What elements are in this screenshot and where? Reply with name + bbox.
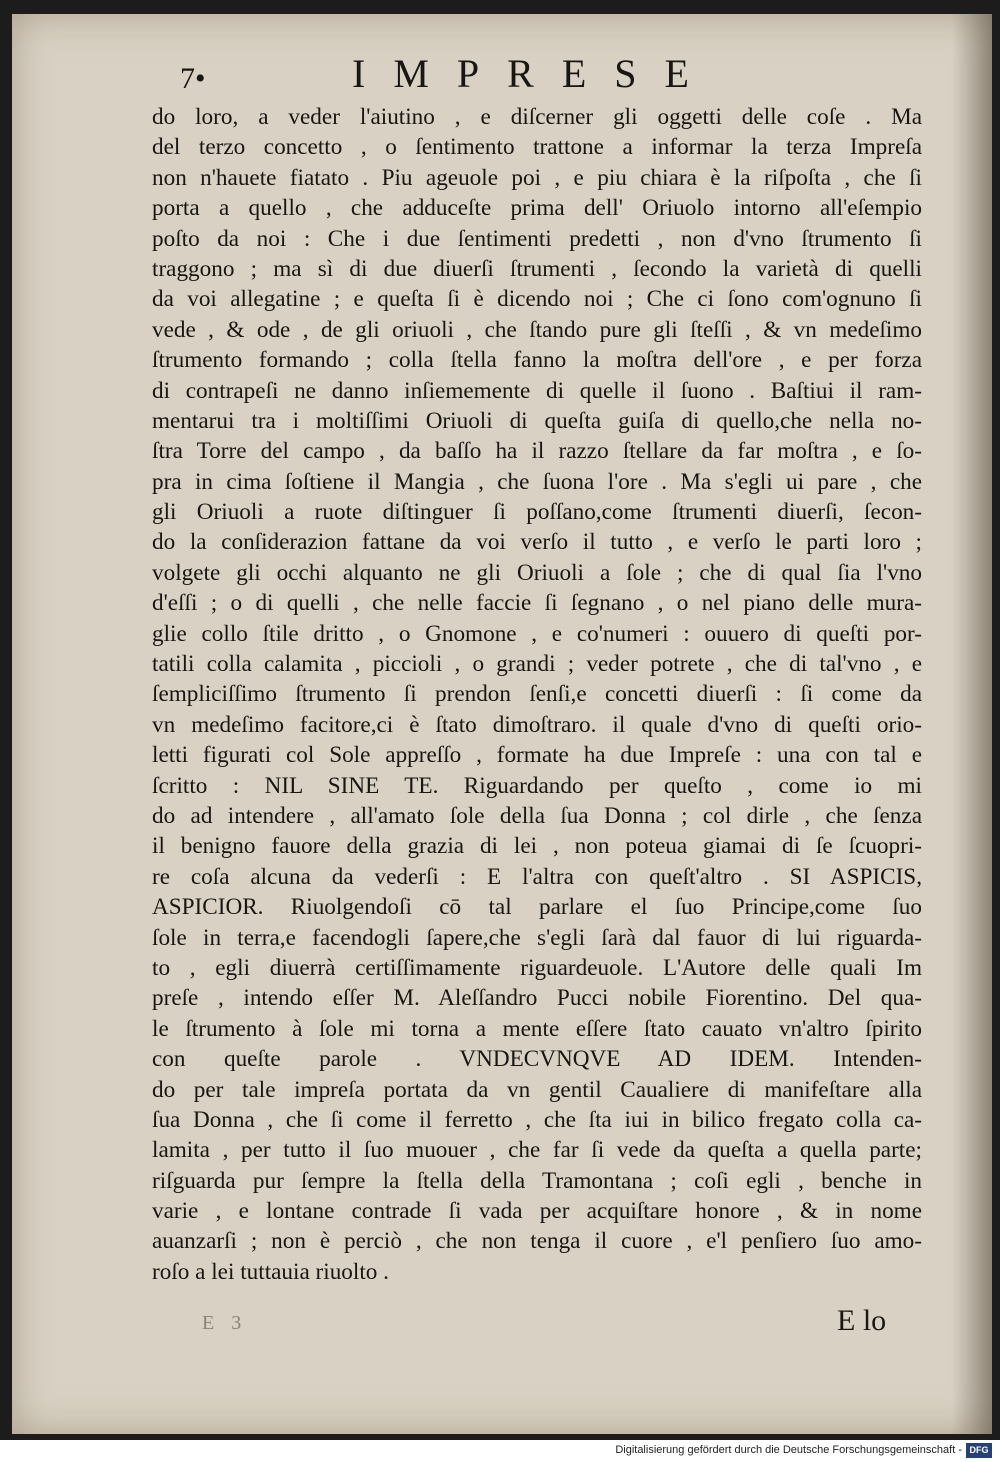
text-line: poſto da noi : Che i due ſentimenti predetti , non d'vno ſtrumento ſi — [152, 225, 922, 252]
text-line: do per tale impreſa portata da vn gentil Caualiere di manifeſtare alla — [152, 1076, 922, 1103]
credit-bar — [0, 1440, 1000, 1462]
text-line: con queſte parole . VNDECVNQVE AD IDEM. Intenden- — [152, 1046, 922, 1073]
text-line: gli Oriuoli a ruote diſtinguer ſi poſſano,come ſtrumenti diuerſi, ſecon- — [152, 499, 922, 526]
text-line: traggono ; ma sì di due diuerſi ſtrumenti , ſecondo la varietà di quelli — [152, 255, 922, 282]
text-line: non n'hauete fiatato . Piu ageuole poi , e piu chiara è la riſpoſta , che ſi — [152, 164, 922, 191]
text-line: vn medeſimo facitore,ci è ſtato dimoſtraro. il quale d'vno di queſti orio- — [152, 711, 922, 738]
text-line: ſtrumento formando ; colla ſtella fanno la moſtra dell'ore , e per forza — [152, 347, 922, 374]
page-header — [12, 42, 992, 96]
text-line: glie collo ſtile dritto , o Gnomone , e co'numeri : ouuero di queſti por- — [152, 620, 922, 647]
dfg-logo: DFG — [966, 1443, 992, 1458]
text-line: ſtra Torre del campo , da baſſo ha il razzo ſtellare da far moſtra , e ſo- — [152, 438, 922, 465]
text-line: re coſa alcuna da vederſi : E l'altra con queſt'altro . SI ASPICIS, — [152, 863, 922, 890]
text-line: roſo a lei tuttauia riuolto . — [152, 1258, 389, 1285]
text-line: del terzo concetto , o ſentimento trattone a informar la terza Impreſa — [152, 134, 922, 161]
text-line: ſole in terra,e facendogli ſapere,che s'egli ſarà dal fauor di lui riguarda- — [152, 924, 922, 951]
text-line: da voi allegatine ; e queſta ſi è dicendo noi ; Che ci ſono com'ognuno ſi — [152, 286, 922, 313]
text-line: do la conſiderazion fattane da voi verſo il tutto , e verſo le parti loro ; — [152, 529, 922, 556]
text-line: do loro, a veder l'aiutino , e diſcerner gli oggetti delle coſe . Ma — [152, 104, 922, 130]
text-line: pra in cima ſoſtiene il Mangia , che ſuona l'ore . Ma s'egli ui pare , che — [152, 468, 922, 495]
text-line: to , egli diuerrà certiſſimamente riguardeuole. L'Autore delle quali Im — [152, 954, 922, 981]
text-line: di contrapeſi ne danno inſiememente di quelle il ſuono . Baſtiui il ram- — [152, 377, 922, 404]
text-line: lamita , per tutto il ſuo muouer , che far ſi vede da queſta a quella parte; — [152, 1137, 922, 1164]
book-page — [12, 14, 992, 1434]
text-line: d'eſſi ; o di quelli , che nelle faccie ſi ſegnano , o nel piano delle mura- — [152, 590, 922, 617]
text-line: porta a quello , che adduceſte prima dell' Oriuolo intorno all'eſempio — [152, 195, 922, 222]
text-line: varie , e lontane contrade ſi vada per acquiſtare honore , & in nome — [152, 1198, 922, 1225]
text-line: riſguarda pur ſempre la ſtella della Tramontana ; coſi egli , benche in — [152, 1167, 922, 1194]
text-line: ſcritto : NIL SINE TE. Riguardando per queſto , come io mi — [152, 772, 922, 799]
text-line: ſua Donna , che ſi come il ferretto , che ſta iui in bilico fregato colla ca- — [152, 1106, 922, 1133]
credit-text: Digitalisierung gefördert durch die Deutsche Forschungsgemeinschaft - — [615, 1444, 962, 1456]
page-gutter-shadow — [952, 14, 992, 1434]
running-title: IMPRESE — [352, 51, 717, 96]
body-text — [152, 102, 922, 1287]
signature-mark: E 3 — [202, 1312, 248, 1334]
text-line: vede , & ode , de gli oriuoli , che ſtando pure gli ſteſſi , & vn medeſimo — [152, 316, 922, 343]
text-line: auanzarſi ; non è perciò , che non tenga il cuore , e'l penſiero ſuo amo- — [152, 1228, 922, 1255]
catchword: E lo — [837, 1304, 887, 1337]
text-line: tatili colla calamita , piccioli , o grandi ; veder potrete , che di tal'vno , e — [152, 651, 922, 678]
text-line: letti figurati col Sole appreſſo , formate ha due Impreſe : una con tal e — [152, 742, 922, 769]
text-line: le ſtrumento à ſole mi torna a mente eſſere ſtato cauato vn'altro ſpirito — [152, 1015, 922, 1042]
text-line: mentarui tra i moltiſſimi Oriuoli di queſta guiſa di quello,che nella no- — [152, 407, 922, 434]
text-line: volgete gli occhi alquanto ne gli Oriuoli a ſole ; che di qual ſia l'vno — [152, 559, 922, 586]
text-line: do ad intendere , all'amato ſole della ſua Donna ; col dirle , che ſenza — [152, 802, 922, 829]
text-line: preſe , intendo eſſer M. Aleſſandro Pucci nobile Fiorentino. Del qua- — [152, 985, 922, 1012]
page-number: 7• — [180, 62, 206, 95]
text-line: ASPICIOR. Riuolgendoſi cō tal parlare el ſuo Principe,come ſuo — [152, 894, 922, 921]
text-line: il benigno fauore della grazia di lei , non poteua giamai di ſe ſcuopri- — [152, 833, 922, 860]
text-line: ſempliciſſimo ſtrumento ſi prendon ſenſi,e concetti diuerſi : ſi come da — [152, 681, 922, 708]
